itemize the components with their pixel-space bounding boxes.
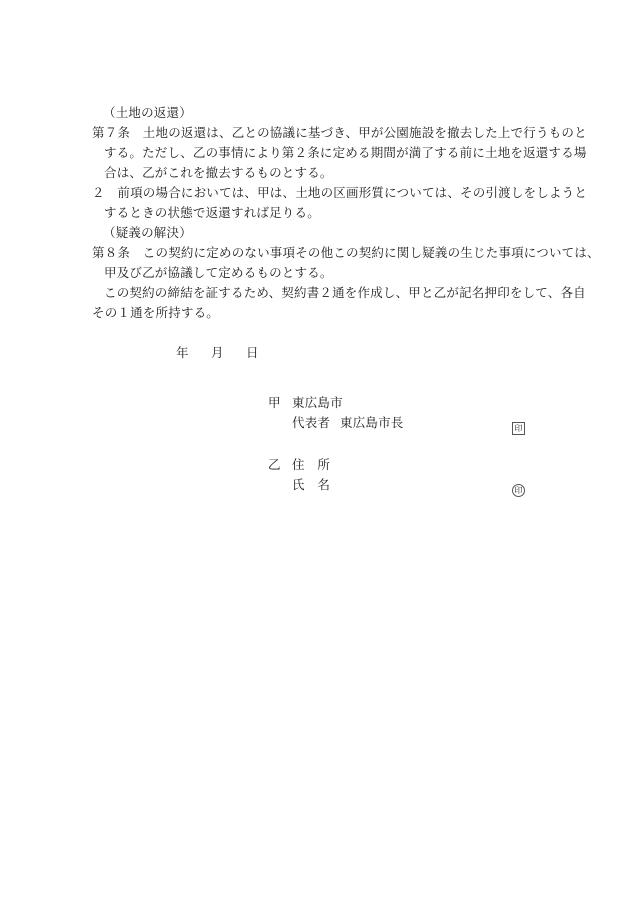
date-year: 年	[176, 345, 189, 360]
party-b-seal	[512, 479, 525, 499]
party-b-label: 乙	[268, 457, 281, 472]
article-7-line-3: 合は、乙がこれを撤去するものとする。	[104, 165, 333, 180]
circle-seal-icon: 印	[512, 484, 525, 497]
party-a-seal	[512, 417, 525, 437]
article-7-heading: （土地の返還）	[103, 105, 192, 120]
date-day: 日	[246, 345, 259, 360]
closing-line-1: この契約の締結を証するため、契約書２通を作成し、甲と乙が記名押印をして、各自	[104, 285, 586, 300]
party-a-label: 甲	[268, 395, 281, 410]
article-8-line-2: 甲及び乙が協議して定めるものとする。	[104, 265, 333, 280]
party-a-name: 東広島市	[292, 395, 343, 410]
closing-line-2: その１通を所持する。	[92, 305, 220, 320]
article-7-line-2: する。ただし、乙の事情により第２条に定める期間が満了する前に土地を返還する場	[104, 145, 587, 160]
article-7-line-1: 第７条 土地の返還は、乙との協議に基づき、甲が公園施設を撤去した上で行うものと	[92, 125, 587, 140]
square-seal-icon: 印	[512, 422, 525, 435]
article-7-para2-line-2: するときの状態で返還すれば足りる。	[104, 205, 320, 220]
party-a-rep-name: 東広島市長	[340, 415, 404, 430]
article-8-line-1: 第８条 この契約に定めのない事項その他この契約に関し疑義の生じた事項については、	[92, 245, 600, 260]
party-b-name-label: 氏 名	[292, 477, 331, 492]
article-8-heading: （疑義の解決）	[103, 225, 192, 240]
party-a-rep-label: 代表者	[292, 415, 331, 430]
article-7-para2-line-1: ２ 前項の場合においては、甲は、土地の区画形質については、その引渡しをしようと	[92, 185, 588, 200]
party-b-address-label: 住 所	[292, 457, 331, 472]
date-month: 月	[211, 345, 224, 360]
